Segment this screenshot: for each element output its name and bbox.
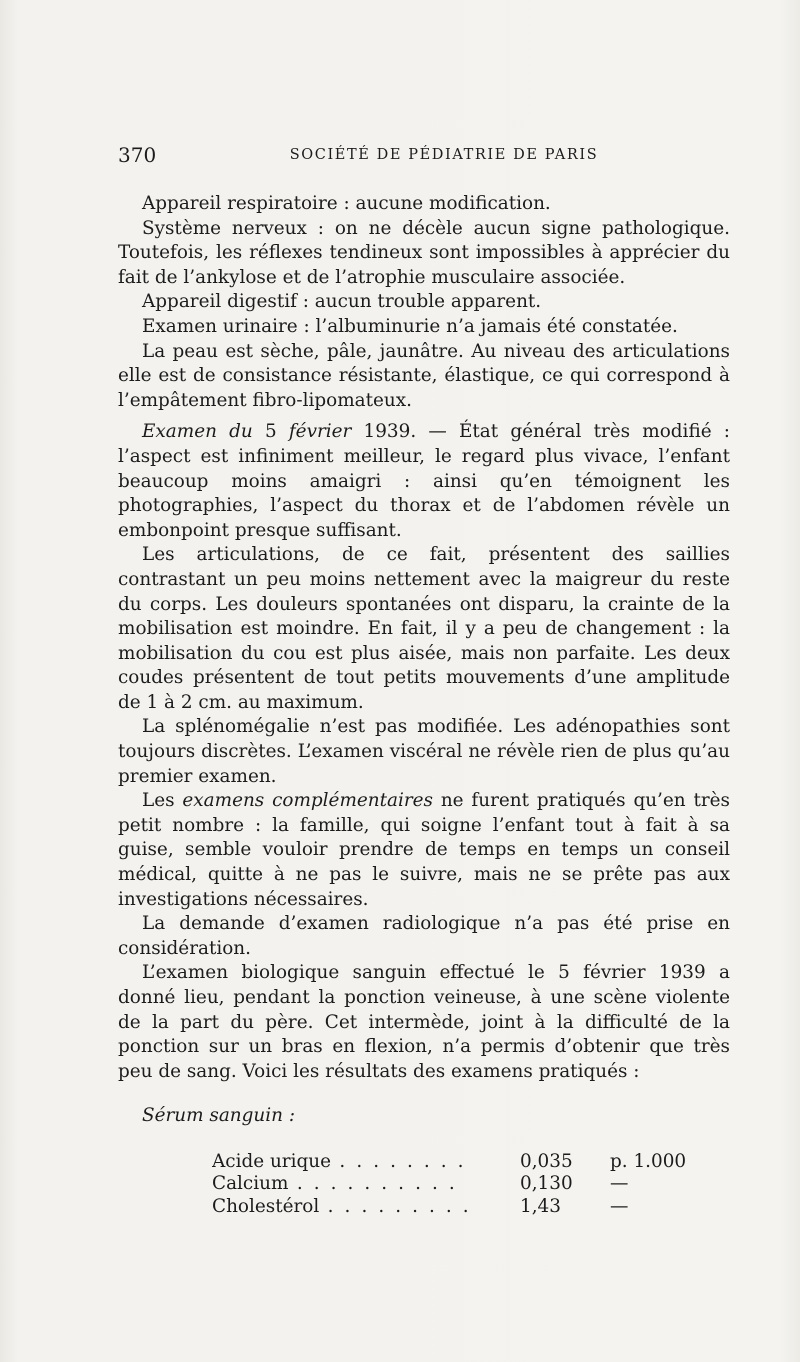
result-label [212, 1196, 520, 1219]
paragraph-complementary-exams [118, 789, 730, 912]
paragraph-digestive: Appareil digestif : aucun trouble apparent. [142, 291, 542, 313]
result-label [212, 1173, 520, 1196]
exam-date-month: février [288, 421, 352, 443]
page-header [118, 143, 730, 173]
exam-date-label: Examen du [142, 421, 253, 443]
page-number: 370 [118, 143, 157, 167]
result-row-uric-acid [212, 1151, 730, 1174]
result-row-cholesterol [212, 1196, 730, 1219]
complementary-lead: Les [142, 790, 183, 812]
result-label-text: Calcium [212, 1173, 289, 1195]
result-unit: p. 1.000 [610, 1150, 687, 1172]
complementary-term: examens complémentaires [182, 790, 433, 812]
result-value: 0,035 [520, 1150, 573, 1172]
paragraph-nervous-system: Système nerveux : on ne décèle aucun signe pathologique. Toutefois, les réflexes tendineux sont impossibles à apprécier du fait de l’ankylose et de l’atrophie musculaire associée. [118, 217, 730, 288]
paragraph-splenomegaly: La splénomégalie n’est pas modifiée. Les adénopathies sont toujours discrètes. L’examen viscéral ne révèle rien de plus qu’au premier examen. [118, 716, 730, 787]
paragraph-articulations: Les articulations, de ce fait, présentent des saillies contrastant un peu moins nettement avec la maigreur du reste du corps. Les douleurs spontanées ont disparu, la crainte de la mobilisation est moindre. En fait, il y a peu de changement : la mobilisation du cou est plus aisée, mais non parfaite. Les deux coudes présentent de tout petits mouvements d’une amplitude de 1 à 2 cm. au maximum. [118, 544, 730, 713]
serum-heading: Sérum sanguin : [142, 1105, 296, 1127]
result-unit: — [610, 1173, 629, 1195]
paragraph-blood-exam: L’examen biologique sanguin effectué le 5 février 1939 a donné lieu, pendant la ponction veineuse, à une scène violente de la part du père. Cet intermède, joint à la difficulté de la ponction sur un bras en flexion, n’a permis d’obtenir que très peu de sang. Voici les résultats des examens pratiqués : [118, 962, 730, 1082]
result-value: 1,43 [520, 1195, 561, 1217]
leader-dots: . . . . . . . . . . [288, 1173, 458, 1195]
result-row-calcium [212, 1173, 730, 1196]
paragraph-radiology: La demande d’examen radiologique n’a pas été prise en considération. [118, 913, 730, 959]
paragraph-skin: La peau est sèche, pâle, jaunâtre. Au niveau des articulations elle est de consistance résistante, élastique, ce qui correspond à l’empâtement fibro-lipomateux. [118, 340, 730, 411]
leader-dots: . . . . . . . . [330, 1150, 467, 1172]
result-value: 0,130 [520, 1173, 573, 1195]
complementary-text: ne furent pratiqués qu’en très petit nombre : la famille, qui soigne l’enfant tout à fait à sa guise, semble vouloir prendre de temps en temps un conseil médical, quitte à ne pas le suivre, mais ne se prête pas aux investigations nécessaires. [118, 790, 730, 910]
result-label-text: Cholestérol [212, 1195, 320, 1217]
exam-date-day: 5 [252, 421, 289, 443]
body-text [118, 192, 730, 1218]
exam-february-text: 1939. — État général très modifié : l’aspect est infiniment meilleur, le regard plus vivace, l’enfant beaucoup moins amaigri : ainsi qu’en témoignent les photographies, l’aspect du thorax et de l’abdomen révèle un embonpoint presque suffisant. [118, 421, 730, 541]
running-title: SOCIÉTÉ DE PÉDIATRIE DE PARIS [289, 147, 599, 163]
result-unit: — [610, 1195, 629, 1217]
result-label-text: Acide urique [212, 1150, 331, 1172]
paragraph-urinary: Examen urinaire : l’albuminurie n’a jamais été constatée. [142, 315, 678, 337]
result-label [212, 1151, 520, 1174]
serum-results-table [212, 1151, 730, 1219]
paragraph-respiratory: Appareil respiratoire : aucune modification. [142, 193, 551, 214]
leader-dots: . . . . . . . . . [319, 1195, 472, 1217]
paragraph-exam-february [118, 420, 730, 543]
